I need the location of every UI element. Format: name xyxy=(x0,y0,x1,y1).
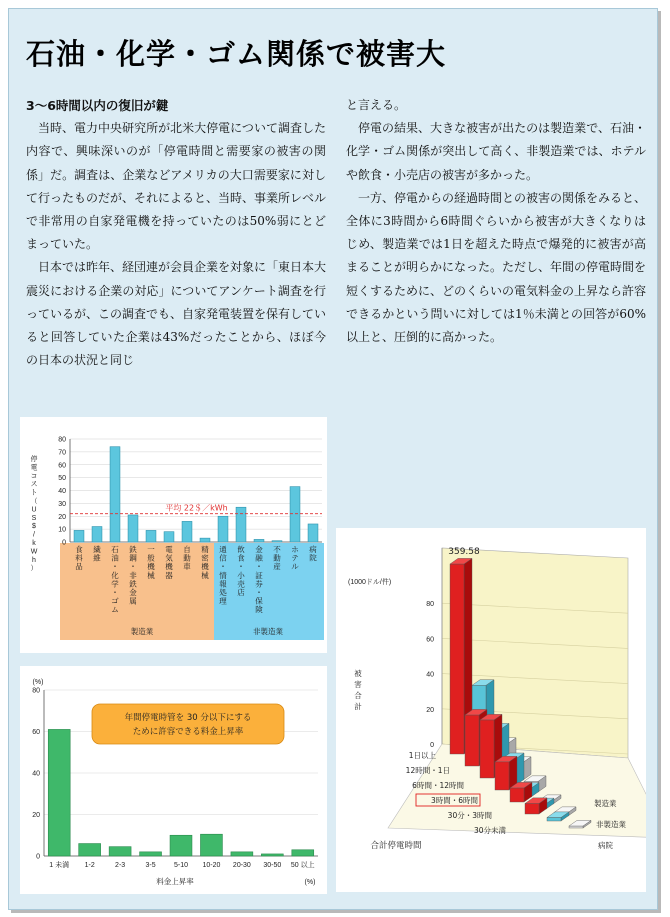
group-label-manufacturing: 製造業 xyxy=(130,627,154,636)
z-tick-label: 0 xyxy=(430,742,434,749)
unit-label: (1000ドル/件) xyxy=(348,579,392,586)
bar-製造業 xyxy=(510,788,524,802)
x-tick-label: 20-30 xyxy=(232,862,251,869)
paragraph: 当時、電力中央研究所が北米大停電について調査した内容で、興味深いのが「停電時間と需要家の被害の関係」だ。調査は、企業などアメリカの大口需要家に対して行ったものだが、それによると、当時、事業所レベルで非常用の自家発電機を持っていたのは50%弱にとどまっていた。 xyxy=(26,121,327,252)
chart-damage-by-duration-3d xyxy=(336,528,646,892)
group-bg-manufacturing xyxy=(60,543,214,640)
series-label: 病院 xyxy=(598,841,613,850)
x-tick-label: ホテル xyxy=(291,545,299,572)
x-axis-label: 料金上昇率 xyxy=(156,877,194,886)
chart2-svg xyxy=(20,666,327,894)
series-label: 製造業 xyxy=(594,799,617,808)
z-tick-label: 40 xyxy=(426,671,434,679)
callout-box xyxy=(92,704,284,744)
bar xyxy=(292,850,314,856)
duration-label: 30分・3時間 xyxy=(447,811,492,820)
y-axis-label: 停電コスト（ U S $ / k W h ） xyxy=(30,456,38,573)
x-axis-unit: (%) xyxy=(304,879,316,886)
x-tick-label: 自動車 xyxy=(183,545,191,572)
bar xyxy=(79,844,101,856)
y-tick-label: 0 xyxy=(62,539,66,547)
bar xyxy=(200,538,210,542)
z-tick-label: 20 xyxy=(426,706,434,714)
x-tick-label: 2-3 xyxy=(115,862,126,869)
chart-acceptable-rate-increase xyxy=(20,666,327,894)
x-tick-label: 鉄鋼・非鉄金属 xyxy=(129,545,137,606)
x-tick-label: 10-20 xyxy=(202,862,221,869)
x-tick-label: 金融・証券・保険 xyxy=(255,545,263,615)
bar xyxy=(74,530,84,542)
x-tick-label: 一般機械 xyxy=(147,545,155,580)
callout-text: 年間停電時管を 30 分以下にする xyxy=(124,713,252,723)
x-tick-label: 3-5 xyxy=(145,862,156,869)
bar-製造業 xyxy=(495,762,509,790)
bar xyxy=(272,541,282,542)
duration-label: 1日以上 xyxy=(408,751,436,760)
bar xyxy=(200,834,222,856)
duration-axis-label: 合計停電時間 xyxy=(370,841,422,851)
bar xyxy=(146,530,156,542)
bar xyxy=(110,447,120,542)
x-tick-label: 石油・化学・ゴム xyxy=(111,545,119,615)
bar-製造業 xyxy=(450,564,464,754)
y-tick-label: 60 xyxy=(58,462,66,470)
y-unit-label: (%) xyxy=(32,679,44,686)
bar-非製造業 xyxy=(547,817,561,821)
bar xyxy=(254,539,264,542)
bar xyxy=(218,516,228,542)
x-tick-label: 5-10 xyxy=(173,862,189,869)
y-tick-label: 30 xyxy=(58,500,66,508)
y-tick-label: 20 xyxy=(32,812,40,819)
x-tick-label: 通信・情報処理 xyxy=(219,545,227,606)
x-tick-label: 飲食・小売店 xyxy=(237,545,245,597)
bar xyxy=(92,527,102,542)
bar xyxy=(290,487,300,542)
x-tick-label: 繊維 xyxy=(93,545,101,563)
x-tick-label: 50 以上 xyxy=(290,862,315,869)
y-tick-label: 70 xyxy=(58,449,66,457)
chart-outage-cost-by-industry xyxy=(20,417,327,653)
x-tick-label: 電気機器 xyxy=(165,545,173,580)
y-tick-label: 80 xyxy=(58,436,66,444)
x-tick-label: 1 未満 xyxy=(49,862,70,869)
y-tick-label: 50 xyxy=(58,475,66,483)
bar-製造業 xyxy=(525,803,539,814)
x-tick-label: 1-2 xyxy=(84,862,95,869)
y-tick-label: 0 xyxy=(36,853,40,861)
article-title: 石油・化学・ゴム関係で被害大 xyxy=(26,37,447,71)
callout-text: ために許容できる料金上昇率 xyxy=(132,727,244,737)
bar-製造業 xyxy=(465,715,479,766)
bar xyxy=(236,507,246,542)
bar xyxy=(231,852,253,856)
average-label: 平均 22＄／kWh xyxy=(165,503,228,513)
subheading: 3～6時間以内の復旧が鍵 xyxy=(26,98,169,113)
bar xyxy=(109,847,131,856)
bar xyxy=(140,852,162,856)
duration-label: 12時間・1日 xyxy=(405,766,450,775)
chart3-svg xyxy=(336,528,646,892)
paragraph: 日本では昨年、経団連が会員企業を対象に「東日本大震災における企業の対応」についてアンケート調査を行っているが、この調査でも、自家発電装置を保有していると回答していた企業は43%だったことから、ほぼ今の日本の状況と同じ xyxy=(26,260,327,368)
duration-label: 3時間・6時間 xyxy=(430,796,478,805)
bar xyxy=(308,524,318,542)
text-column-right xyxy=(346,94,646,349)
group-label-non-manufacturing: 非製造業 xyxy=(253,627,283,636)
x-tick-label: 30-50 xyxy=(263,862,282,869)
bar xyxy=(182,521,192,542)
chart1-svg xyxy=(20,417,327,653)
bar xyxy=(164,532,174,542)
bar-病院 xyxy=(569,826,583,828)
duration-label: 30分未満 xyxy=(473,826,506,835)
y-tick-label: 10 xyxy=(58,526,66,534)
bar xyxy=(170,835,192,856)
y-tick-label: 40 xyxy=(58,488,66,495)
text-column-left xyxy=(26,94,326,372)
peak-value-label: 359.58 xyxy=(448,547,480,557)
paragraph: と言える。 xyxy=(346,98,407,112)
y-tick-label: 60 xyxy=(32,729,40,736)
x-tick-label: 病院 xyxy=(309,545,317,563)
z-axis-label: 被害合計 xyxy=(354,669,362,711)
bar xyxy=(261,854,283,856)
bar-製造業 xyxy=(480,720,494,778)
paragraph: 停電の結果、大きな被害が出たのは製造業で、石油・化学・ゴム関係が突出して高く、非製造業では、ホテルや飲食・小売店の被害が多かった。 xyxy=(346,121,646,182)
y-tick-label: 20 xyxy=(58,513,66,521)
bar xyxy=(48,729,70,856)
x-tick-label: 食料品 xyxy=(75,545,83,572)
paragraph: 一方、停電からの経過時間との被害の関係をみると、全体に3時間から6時間ぐらいから被害が大きくなりはじめ、製造業では1日を超えた時点で爆発的に被害が高まることが明らかになった。ただし、年間の停電時間を短くするために、どのくらいの電気料金の上昇なら許容できるかという問いに対しては1％未満との回答が60%以上と、圧倒的に高かった。 xyxy=(346,190,647,345)
x-tick-label: 不動産 xyxy=(273,545,281,572)
z-tick-label: 80 xyxy=(426,601,434,609)
group-bg-non-manufacturing xyxy=(214,543,324,640)
duration-label: 6時間・12時間 xyxy=(412,781,464,790)
x-tick-label: 精密機械 xyxy=(201,545,209,580)
z-tick-label: 60 xyxy=(426,636,434,644)
series-label: 非製造業 xyxy=(596,820,626,829)
y-tick-label: 40 xyxy=(32,770,40,778)
bar xyxy=(128,515,138,542)
y-tick-label: 80 xyxy=(32,687,40,695)
